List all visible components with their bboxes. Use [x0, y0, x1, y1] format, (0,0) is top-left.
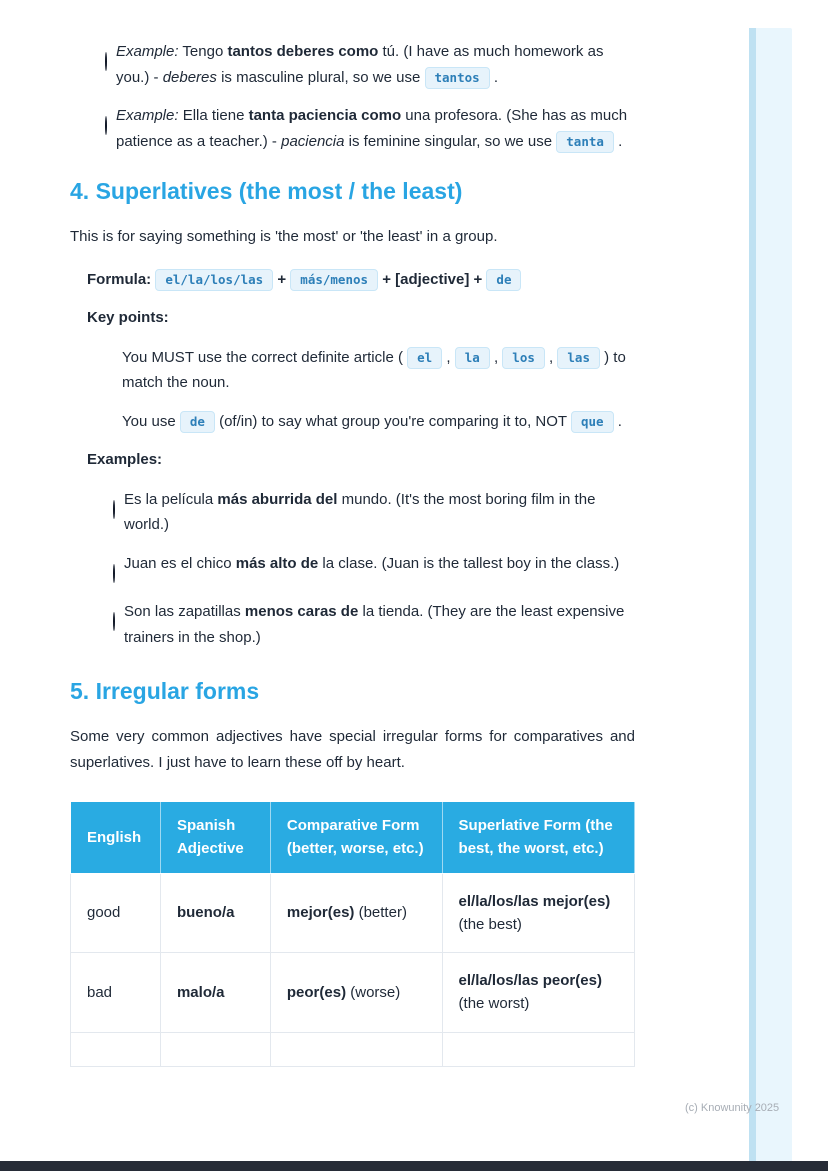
list-item [78, 551, 635, 587]
inline-code-chip: tantos [425, 67, 490, 90]
inline-code-chip: los [502, 347, 545, 370]
list-item [70, 103, 635, 154]
list-item-examples [70, 447, 635, 650]
inline-code-chip: las [557, 347, 600, 370]
list-item-formula [70, 267, 635, 293]
key-point-text: You use de (of/in) to say what group you're comparing it to, NOT que . [122, 409, 635, 435]
page-gap-bar [0, 1161, 828, 1171]
inline-code-chip: tanta [556, 131, 614, 154]
scrollbar-track[interactable] [749, 28, 792, 1171]
cell-superlative: el/la/los/las peor(es) (the worst) [442, 953, 634, 1033]
examples-label: Examples: [87, 451, 163, 468]
key-point-text: You MUST use the correct definite article ( el , la , los , las ) to match the noun. [122, 348, 626, 391]
cell-english: bad [71, 953, 161, 1033]
hollow-bullet-icon [113, 609, 115, 650]
list-item [78, 487, 635, 538]
cell-spanish: malo/a [160, 953, 270, 1033]
inline-code-chip: más/menos [290, 269, 378, 292]
superlatives-list [70, 267, 635, 651]
example-text: Juan es el chico más alto de la clase. (Juan is the tallest boy in the class.) [124, 554, 620, 572]
tanto-examples-list [70, 39, 635, 154]
formula-text: Formula: el/la/los/las + más/menos + [adjective] + de [87, 267, 635, 293]
cell-comparative: peor(es) (worse) [270, 953, 442, 1033]
inline-code-chip: de [486, 269, 521, 292]
column-header-superlative-form: Superlative Form (the best, the worst, etc.) [442, 802, 634, 874]
column-header-english: English [71, 802, 161, 874]
inline-code-chip: el [407, 347, 442, 370]
section-heading-superlatives: 4. Superlatives (the most / the least) [70, 178, 463, 204]
example-text: Example: Tengo tantos deberes como tú. (I have as much homework as you.) - deberes is masculine plural, so we use tantos . [116, 39, 635, 90]
cell-english: good [71, 873, 161, 953]
examples-sublist [78, 487, 635, 651]
table-row-partial [71, 1032, 635, 1066]
key-points-sublist [78, 345, 635, 435]
irregular-forms-table [70, 801, 635, 1067]
cell-superlative: el/la/los/las mejor(es) (the best) [442, 873, 634, 953]
hollow-bullet-icon [113, 561, 115, 587]
list-item [78, 599, 635, 650]
section-heading-irregular-forms: 5. Irregular forms [70, 678, 260, 704]
inline-code-chip: el/la/los/las [155, 269, 273, 292]
watermark: (c) Knowunity 2025 [685, 1102, 780, 1114]
list-item-key-points [70, 305, 635, 434]
example-text: Es la película más aburrida del mundo. (It's the most boring film in the world.) [124, 490, 596, 533]
section5-intro: Some very common adjectives have special irregular forms for comparatives and superlatives. I just have to learn these off by heart. [70, 728, 635, 771]
hollow-bullet-icon [105, 49, 107, 90]
hollow-bullet-icon [113, 497, 115, 538]
scrollbar-thumb[interactable] [749, 28, 756, 1171]
column-header-comparative-form: Comparative Form (better, worse, etc.) [270, 802, 442, 874]
table-row-bad [71, 953, 635, 1033]
list-item [70, 39, 635, 90]
list-item [78, 345, 635, 396]
cell-spanish: bueno/a [160, 873, 270, 953]
table-row-good [71, 873, 635, 953]
inline-code-chip: que [571, 411, 614, 434]
table-header-row [71, 802, 635, 874]
column-header-spanish-adjective: Spanish Adjective [160, 802, 270, 874]
example-text: Son las zapatillas menos caras de la tienda. (They are the least expensive trainers in the shop.) [124, 603, 625, 646]
inline-code-chip: la [455, 347, 490, 370]
list-item [78, 409, 635, 435]
key-points-label: Key points: [87, 309, 169, 326]
inline-code-chip: de [180, 411, 215, 434]
document-content [70, 0, 635, 1067]
cell-comparative: mejor(es) (better) [270, 873, 442, 953]
section4-intro: This is for saying something is 'the most' or 'the least' in a group. [70, 228, 498, 245]
example-text: Example: Ella tiene tanta paciencia como una profesora. (She has as much patience as a teacher.) - paciencia is feminine singular, so we use tanta . [116, 103, 635, 154]
hollow-bullet-icon [105, 113, 107, 154]
